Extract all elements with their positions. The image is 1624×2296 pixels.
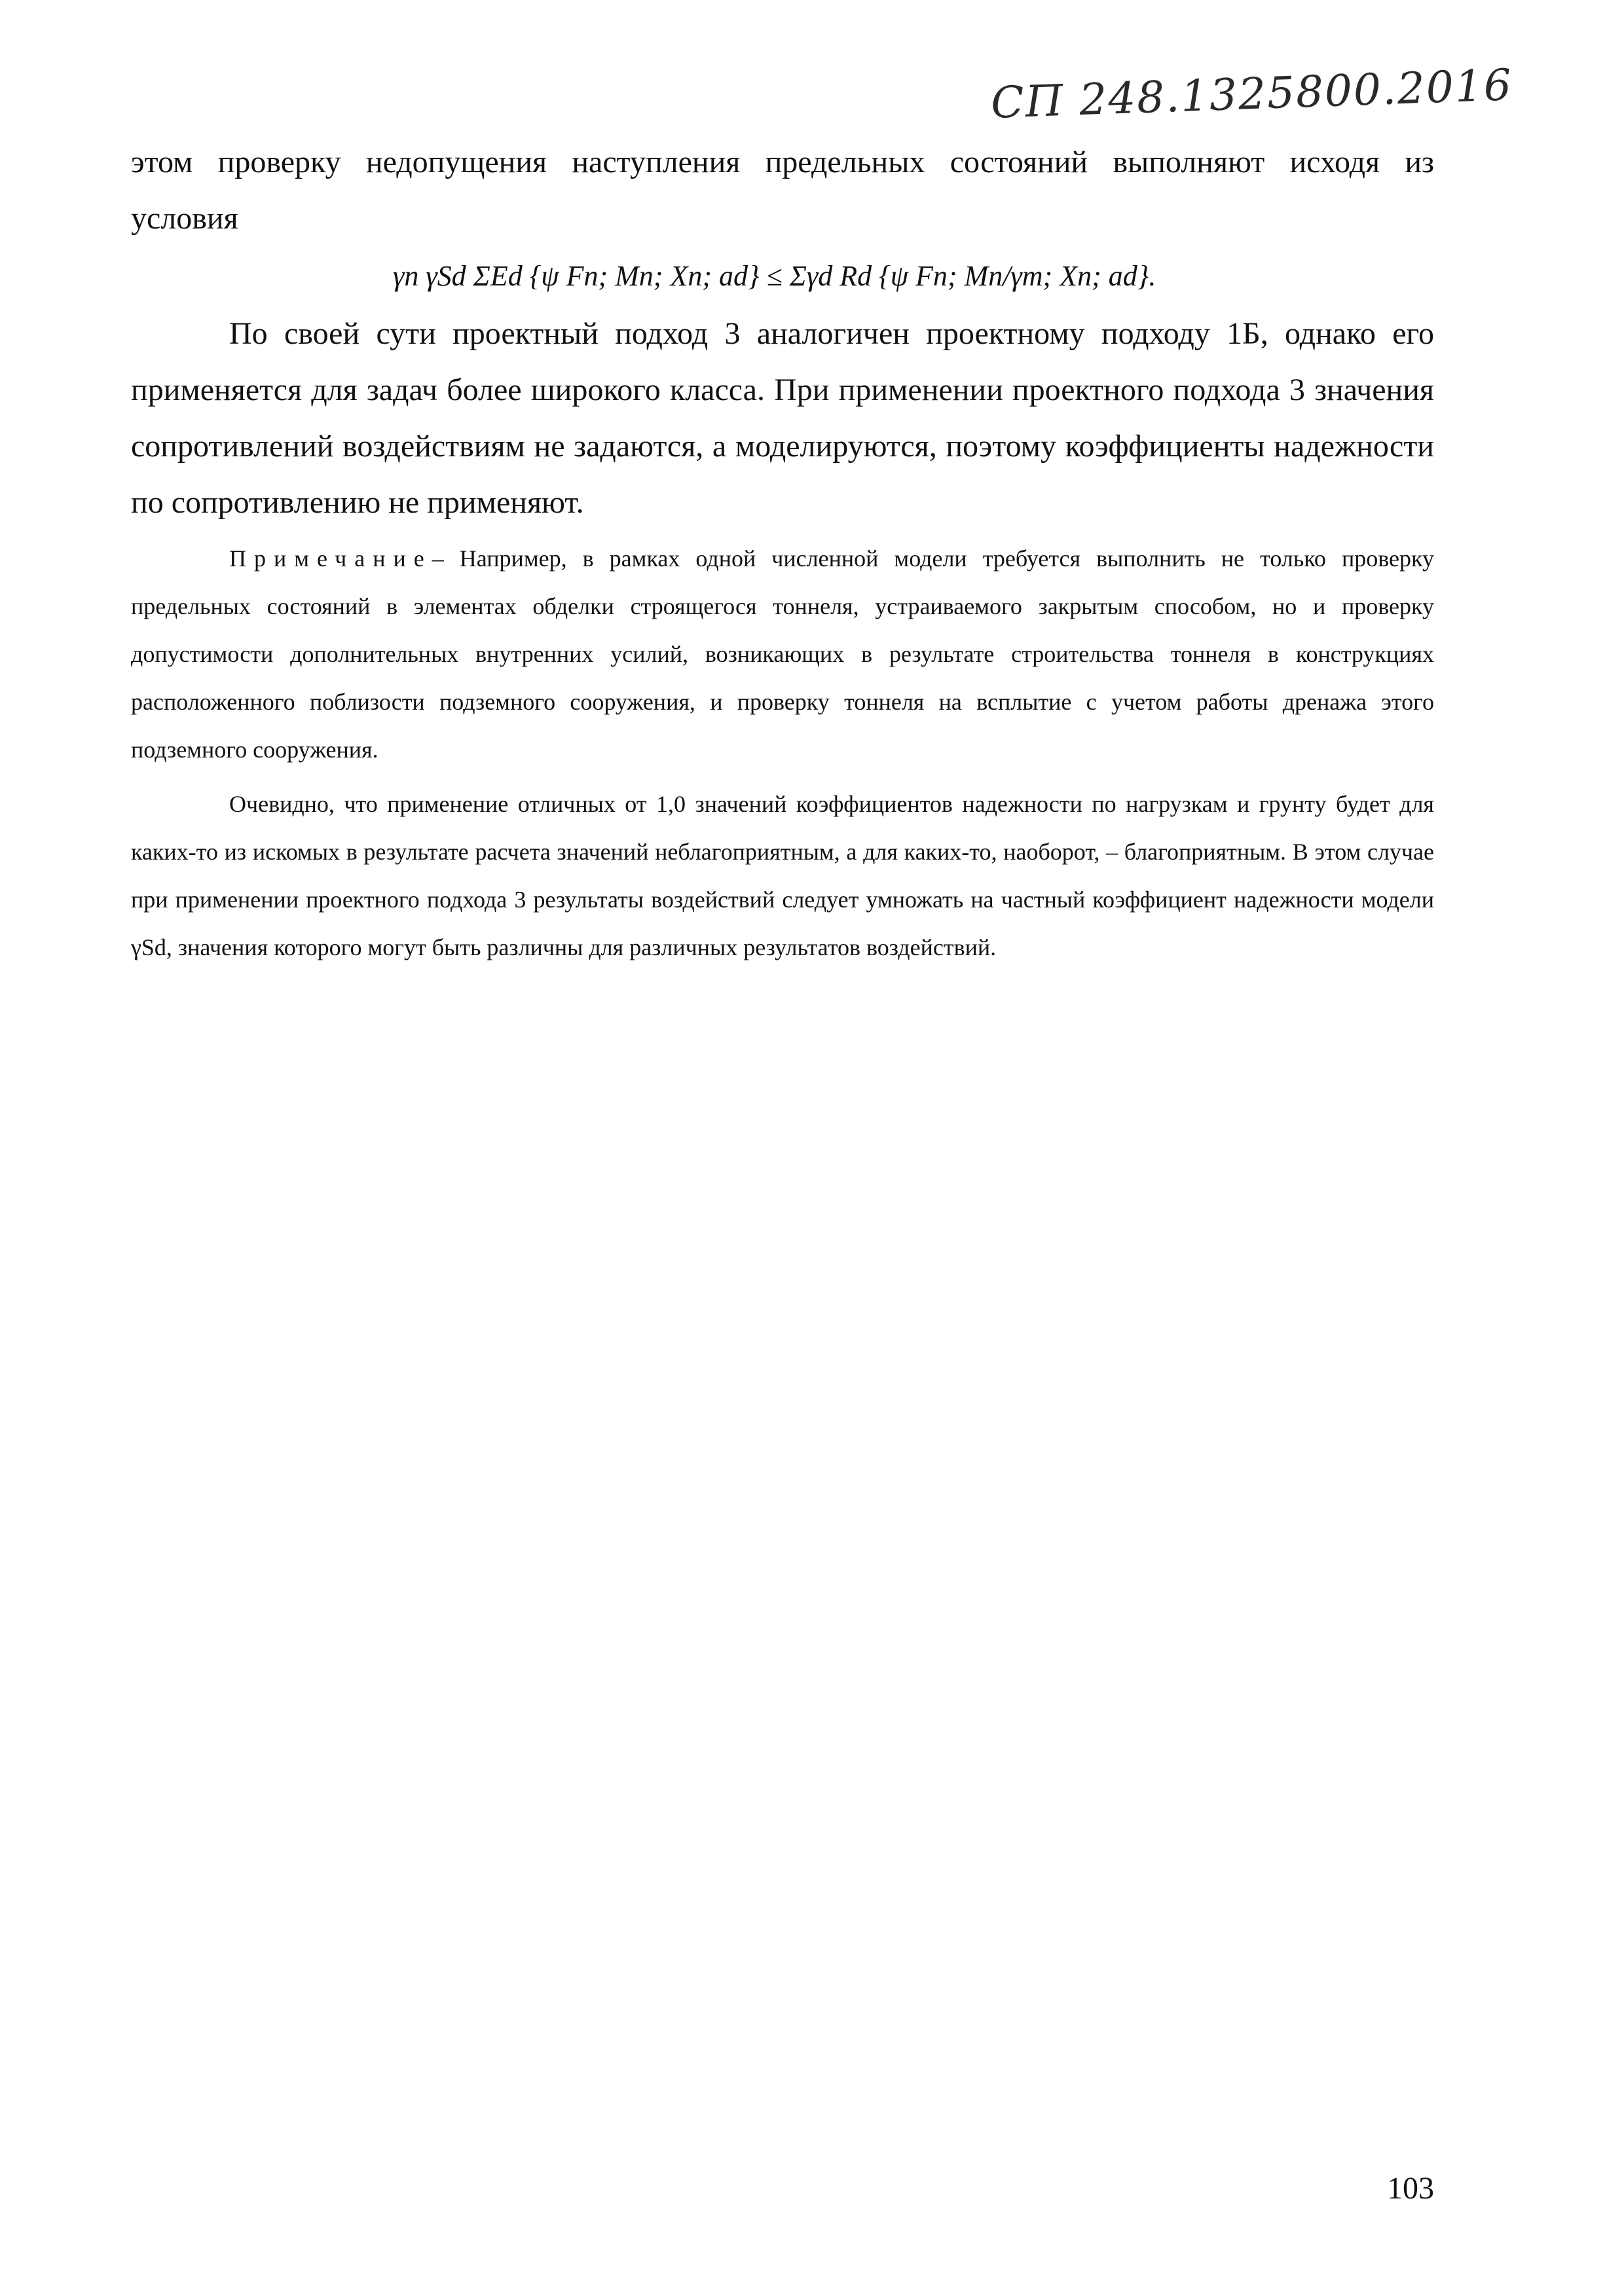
- intro-line-2: условия: [131, 201, 238, 236]
- intro-line-1: этом проверку недопущения наступления предельных состояний выполняют исходя из: [131, 145, 1434, 179]
- paragraph-safety-factors: Очевидно, что применение отличных от 1,0 значений коэффициентов надежности по нагрузкам и грунту будет для каких-то из искомых в результате расчета значений неблагоприятным, а для каких-то, наоборот, – благоприятным. В этом случае при применении проектного подхода 3 результаты воздействий следует умножать на частный коэффициент надежности модели γSd, значения которого могут быть различны для различных результатов воздействий.: [131, 791, 1434, 960]
- limit-state-formula: γn γSd ΣEd {ψ Fn; Mn; Xn; ad} ≤ Σγd Rd {ψ Fn; Mn/γm; Xn; ad}.: [393, 260, 1156, 292]
- handwritten-document-code: СП 248.1325800.2016: [990, 60, 1514, 128]
- page-content: [131, 134, 1434, 972]
- page-number: 103: [1387, 2171, 1434, 2206]
- note: [131, 535, 1434, 774]
- paragraph-design-approach-3: По своей сути проектный подход 3 аналогичен проектному подходу 1Б, однако его применяется для задач более широкого класса. При применении проектного подхода 3 значения сопротивлений воздействиям не задаются, а моделируются, поэтому коэффициенты надежности по сопротивлению не применяют.: [131, 316, 1434, 520]
- note-text: – Например, в рамках одной численной модели требуется выполнить не только проверку предельных состояний в элементах обделки строящегося тоннеля, устраиваемого закрытым способом, но и проверку допустимости дополнительных внутренних усилий, возникающих в результате строительства тоннеля в конструкциях расположенного поблизости подземного сооружения, и проверку тоннеля на всплытие с учетом работы дренажа этого подземного сооружения.: [131, 545, 1434, 763]
- note-label: Примечание: [229, 545, 432, 572]
